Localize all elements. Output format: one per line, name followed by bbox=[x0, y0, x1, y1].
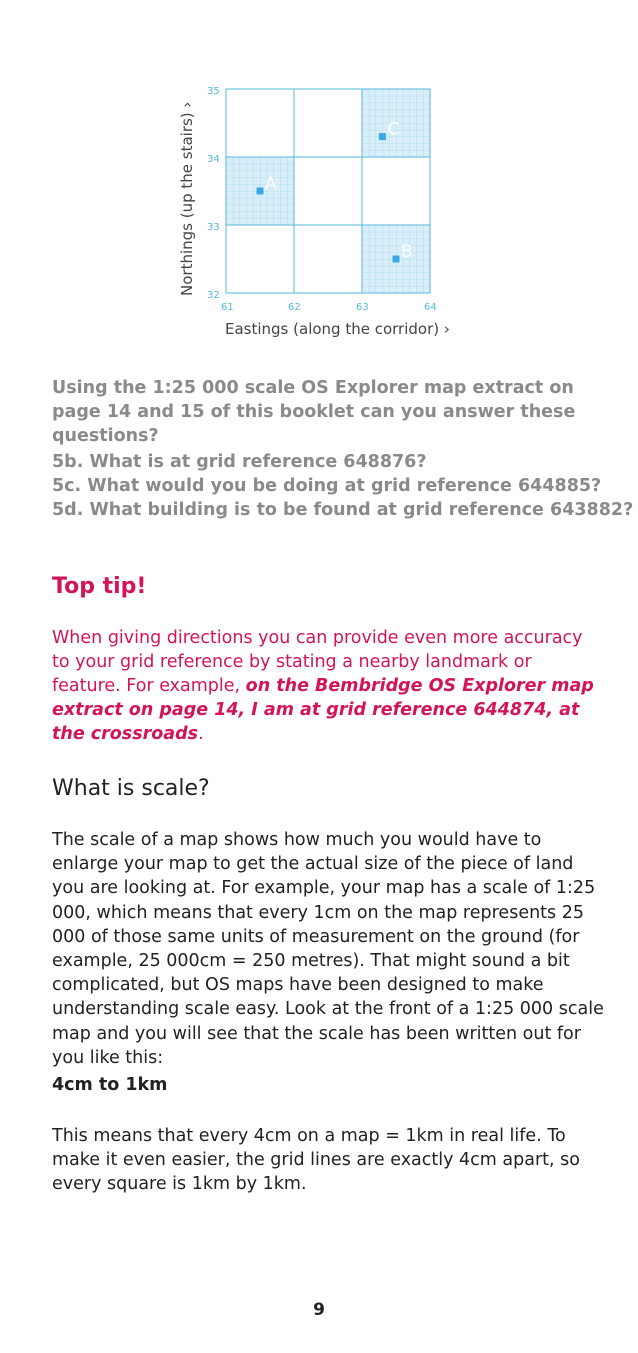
point-label-b: B bbox=[401, 242, 413, 262]
northing-label-35: 35 bbox=[207, 86, 220, 97]
tip-text: When giving directions you can provide even more accuracy to your grid reference by stating a nearby landmark or feature. For example, bbox=[52, 628, 583, 696]
northing-label-34: 34 bbox=[207, 154, 220, 165]
easting-label-64: 64 bbox=[424, 302, 437, 313]
point-marker-c bbox=[379, 133, 386, 140]
scale-paragraph-2: This means that every 4cm on a map = 1km in real life. To make it even easier, the grid lines are exactly 4cm apart, so every square is 1km by 1km. bbox=[52, 1126, 580, 1195]
question-5c: 5c. What would you be doing at grid reference 644885? bbox=[52, 476, 602, 496]
x-axis-title: Eastings (along the corridor) › bbox=[225, 320, 450, 338]
tip-emphasis: on the Bembridge OS Explorer map extract on page 14, I am at grid reference 644874, at the crossroads bbox=[52, 676, 594, 744]
y-axis-title: Northings (up the stairs) › bbox=[178, 101, 196, 296]
easting-label-63: 63 bbox=[356, 302, 369, 313]
question-5d: 5d. What building is to be found at grid reference 643882? bbox=[52, 500, 634, 520]
scale-paragraph-1: The scale of a map shows how much you would have to enlarge your map to get the actual size of the piece of land you are looking at. For example, your map has a scale of 1:25 000, which means that every 1cm on the map represents 25 000 of those same units of measurement on the ground (for example, 25 000cm = 250 metres). That might sound a bit complicated, but OS maps have been designed to make understanding scale easy. Look at the front of a 1:25 000 scale map and you will see that the scale has been written out for you like this: bbox=[52, 830, 604, 1068]
scale-heading: What is scale? bbox=[52, 776, 210, 801]
easting-label-61: 61 bbox=[221, 302, 234, 313]
point-marker-a bbox=[257, 188, 264, 195]
top-tip-body bbox=[52, 626, 602, 746]
grid-diagram bbox=[0, 0, 638, 350]
question-5b: 5b. What is at grid reference 648876? bbox=[52, 452, 427, 472]
northing-label-33: 33 bbox=[207, 222, 220, 233]
point-marker-b bbox=[393, 256, 400, 263]
page-number: 9 bbox=[313, 1300, 325, 1320]
point-label-c: C bbox=[387, 119, 400, 140]
questions-intro: Using the 1:25 000 scale OS Explorer map extract on page 14 and 15 of this booklet can you answer these questions? bbox=[52, 378, 576, 446]
point-label-a: A bbox=[265, 174, 277, 194]
top-tip-heading: Top tip! bbox=[52, 574, 147, 599]
questions-list bbox=[52, 450, 634, 522]
northing-label-32: 32 bbox=[207, 290, 220, 301]
easting-label-62: 62 bbox=[288, 302, 301, 313]
tip-end: . bbox=[198, 724, 204, 744]
scale-statement: 4cm to 1km bbox=[52, 1075, 168, 1095]
